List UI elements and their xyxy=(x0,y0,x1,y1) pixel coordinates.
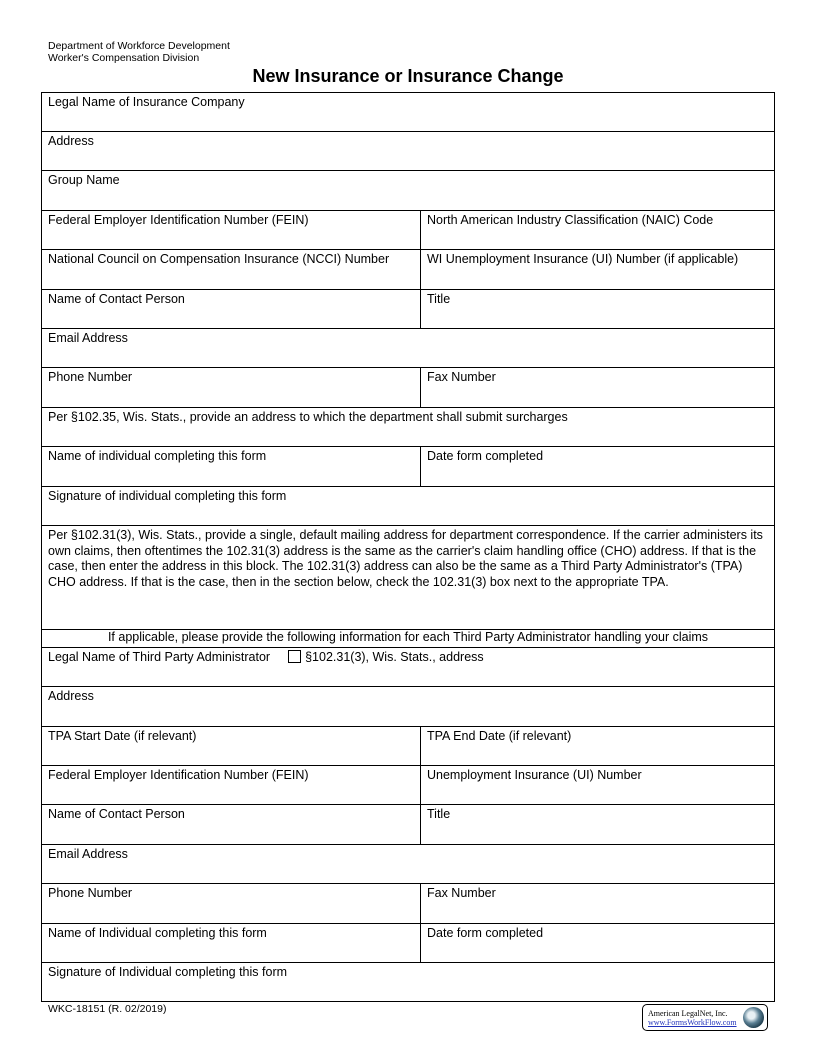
tpa-contact-field[interactable]: Name of Contact Person xyxy=(42,805,421,844)
mailing-address-field[interactable]: Per §102.31(3), Wis. Stats., provide a single, default mailing address for department correspondence. If the carrier administers its own claims, then oftentimes the 102.31(3) address is the same as the carrier's claim handling office (CHO) address. If that is the case, then enter the address in this block. The 102.31(3) address can also be the same as a Third Party Administrator's (TPA) CHO address. If that is the case, then in the section below, check the 102.31(3) box next to the appropriate TPA. xyxy=(48,528,763,589)
insurer-email-field[interactable]: Email Address xyxy=(48,331,128,345)
tpa-end-date-field[interactable]: TPA End Date (if relevant) xyxy=(427,729,572,743)
logo-name: American LegalNet, Inc. xyxy=(648,1009,728,1018)
insurer-signature-field[interactable]: Signature of individual completing this form xyxy=(48,489,287,503)
surcharge-address-field[interactable]: Per §102.35, Wis. Stats., provide an address to which the department shall submit surcharges xyxy=(48,410,568,424)
102-31-checkbox-label: §102.31(3), Wis. Stats., address xyxy=(305,650,484,664)
tpa-phone-field[interactable]: Phone Number xyxy=(42,884,421,923)
tpa-legal-name-field[interactable] xyxy=(42,648,774,686)
ncci-number-field[interactable]: National Council on Compensation Insurance (NCCI) Number xyxy=(42,250,421,289)
american-legalnet-logo[interactable] xyxy=(642,1004,768,1031)
insurer-contact-field[interactable]: Name of Contact Person xyxy=(42,290,421,328)
division-name: Worker's Compensation Division xyxy=(48,52,200,64)
tpa-title-field[interactable]: Title xyxy=(427,807,451,821)
group-name-field[interactable]: Group Name xyxy=(48,173,120,187)
tpa-intro: If applicable, please provide the following information for each Third Party Administrator handling your claims xyxy=(107,630,709,644)
tpa-fax-field[interactable]: Fax Number xyxy=(427,886,496,900)
insurer-fax-field[interactable]: Fax Number xyxy=(427,370,496,384)
tpa-date-field[interactable]: Date form completed xyxy=(427,926,544,940)
insurer-fein-field[interactable]: Federal Employer Identification Number (FEIN) xyxy=(42,211,421,249)
insurance-form xyxy=(41,92,775,1002)
insurer-phone-field[interactable]: Phone Number xyxy=(42,368,421,407)
tpa-ui-number-field[interactable]: Unemployment Insurance (UI) Number xyxy=(427,768,642,782)
tpa-email-field[interactable]: Email Address xyxy=(48,847,128,861)
insurer-completer-field[interactable]: Name of individual completing this form xyxy=(42,447,421,486)
tpa-start-date-field[interactable]: TPA Start Date (if relevant) xyxy=(42,727,421,765)
globe-icon xyxy=(743,1007,764,1028)
wi-ui-number-field[interactable]: WI Unemployment Insurance (UI) Number (if applicable) xyxy=(427,252,739,266)
tpa-signature-field[interactable]: Signature of Individual completing this form xyxy=(48,965,288,979)
102-31-checkbox[interactable] xyxy=(288,650,301,663)
insurer-title-field[interactable]: Title xyxy=(427,292,451,306)
tpa-legal-name-label: Legal Name of Third Party Administrator xyxy=(48,650,271,664)
tpa-address-field[interactable]: Address xyxy=(48,689,94,703)
logo-url-link[interactable]: www.FormsWorkFlow.com xyxy=(648,1018,737,1027)
tpa-fein-field[interactable]: Federal Employer Identification Number (FEIN) xyxy=(42,766,421,804)
department-name: Department of Workforce Development xyxy=(48,40,230,52)
insurer-legal-name-field[interactable]: Legal Name of Insurance Company xyxy=(48,95,245,109)
insurer-date-field[interactable]: Date form completed xyxy=(427,449,544,463)
form-id: WKC-18151 (R. 02/2019) xyxy=(48,1003,167,1015)
naic-code-field[interactable]: North American Industry Classification (NAIC) Code xyxy=(427,213,714,227)
insurer-address-field[interactable]: Address xyxy=(48,134,94,148)
tpa-completer-field[interactable]: Name of Individual completing this form xyxy=(42,924,421,962)
page-title: New Insurance or Insurance Change xyxy=(252,66,564,86)
